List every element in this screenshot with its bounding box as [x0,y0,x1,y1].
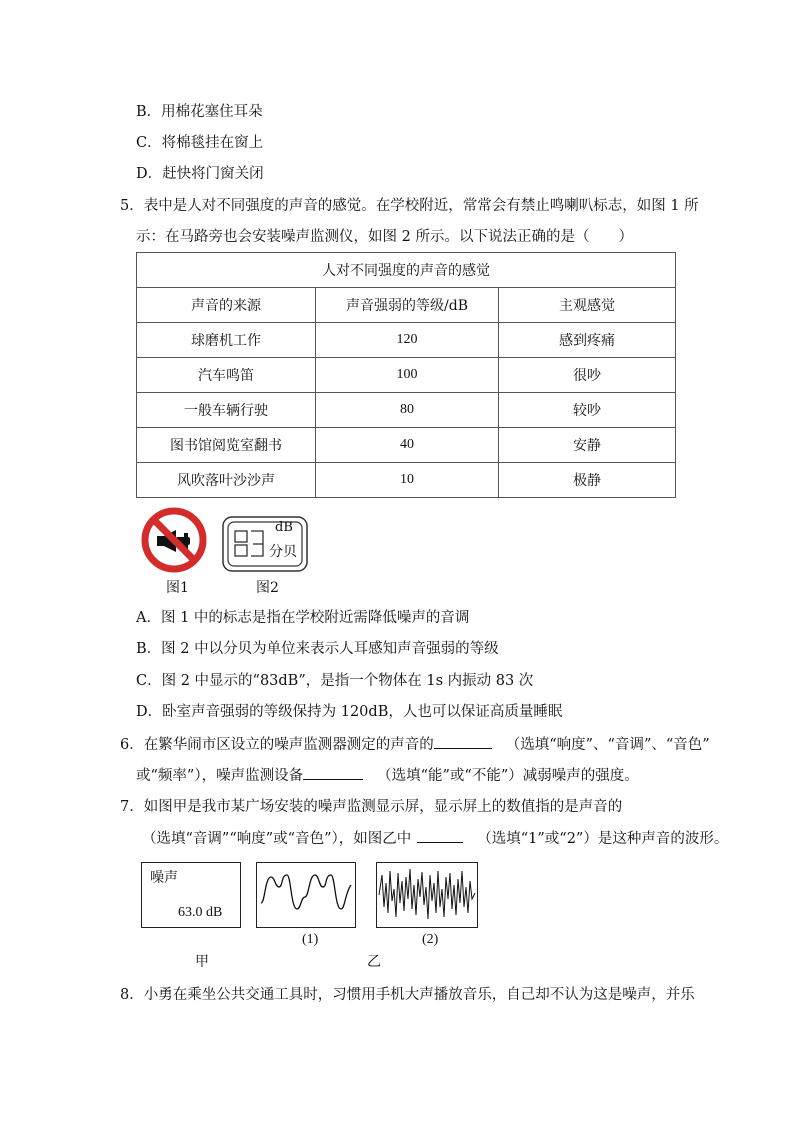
fig2-label: 图2 [256,580,279,596]
table-cell: 40 [316,428,499,463]
table-row [137,358,676,393]
table-cell: 感到疼痛 [499,323,676,358]
q7-text: （选填“1”或“2”）是这种声音的波形。 [477,831,729,847]
q6-text: （选填“能”或“不能”）减弱噪声的强度。 [377,768,639,784]
table-cell: 80 [316,393,499,428]
regular-waveform [257,863,355,927]
q5-option-c: C．图 2 中显示的“83dB”，是指一个物体在 1s 内振动 83 次 [136,673,534,689]
fig-yi-label: 乙 [367,954,381,970]
q5-option-a: A．图 1 中的标志是指在学校附近需降低噪声的音调 [136,610,470,626]
table-cell: 一般车辆行驶 [137,393,316,428]
table-cell: 较吵 [499,393,676,428]
table-header-row [137,288,676,323]
noise-waveform [377,863,477,927]
table-cell: 100 [316,358,499,393]
q6-text: （选填“响度”、“音调”、“音色” [505,737,710,753]
q5-option-b: B．图 2 中以分贝为单位来表示人耳感知声音强弱的等级 [136,641,499,657]
table-cell: 图书馆阅览室翻书 [137,428,316,463]
q4-option-c: C．将棉毯挂在窗上 [136,135,264,151]
display-value: 63.0 dB [178,905,223,920]
q8-line1: 8．小勇在乘坐公共交通工具时，习惯用手机大声播放音乐，自己却不认为这是噪声，并乐 [120,987,695,1003]
fig-jia-label: 甲 [195,954,209,970]
q7-line1: 7．如图甲是我市某广场安装的噪声监测显示屏，显示屏上的数值指的是声音的 [120,799,623,815]
q6-text: 6．在繁华闹市区设立的噪声监测器测定的声音的 [120,737,434,753]
table-row [137,463,676,498]
q4-option-d: D．赶快将门窗关闭 [136,166,264,182]
table-cell: 汽车鸣笛 [137,358,316,393]
q5-stem-line1: 5．表中是人对不同强度的声音的感觉。在学校附近，常常会有禁止鸣喇叭标志，如图 1 所 [120,198,699,214]
table-cell: 安静 [499,428,676,463]
noise-display-panel [141,862,241,928]
table-header: 声音的来源 [137,288,316,323]
display-label: 噪声 [150,870,178,886]
wave1-label: (1) [302,932,319,947]
table-cell: 120 [316,323,499,358]
wave2-label: (2) [422,932,439,947]
q5-stem-line2: 示：在马路旁也会安装噪声监测仪，如图 2 所示。以下说法正确的是（ ） [136,229,633,245]
q7-line2 [142,828,728,849]
q7-blank[interactable] [417,828,463,843]
table-cell: 极静 [499,463,676,498]
table-cell: 很吵 [499,358,676,393]
q7-text: （选填“音调”“响度”或“音色”），如图乙中 [142,831,412,847]
waveform-1-panel [256,862,356,928]
table-cell: 球磨机工作 [137,323,316,358]
table-row [137,428,676,463]
sound-intensity-table [136,252,676,498]
meter-unit: dB [275,520,293,535]
table-header: 声音强弱的等级/dB [316,288,499,323]
q6-blank-1[interactable] [434,734,492,749]
q6-line2 [136,765,639,786]
q5-option-d: D．卧室声音强弱的等级保持为 120dB，人也可以保证高质量睡眠 [136,704,563,720]
no-horn-sign-icon [140,506,208,574]
table-row [137,393,676,428]
table-cell: 10 [316,463,499,498]
q6-blank-2[interactable] [303,765,363,780]
meter-text: 分贝 [269,544,297,560]
table-cell: 风吹落叶沙沙声 [137,463,316,498]
table-row [137,323,676,358]
fig1-label: 图1 [166,580,189,596]
q4-option-b: B．用棉花塞住耳朵 [136,104,263,120]
q6-line1 [120,734,710,755]
waveform-2-panel [376,862,478,928]
table-header: 主观感觉 [499,288,676,323]
q6-text: 或“频率”），噪声监测设备 [136,768,304,784]
table-title: 人对不同强度的声音的感觉 [137,253,676,288]
